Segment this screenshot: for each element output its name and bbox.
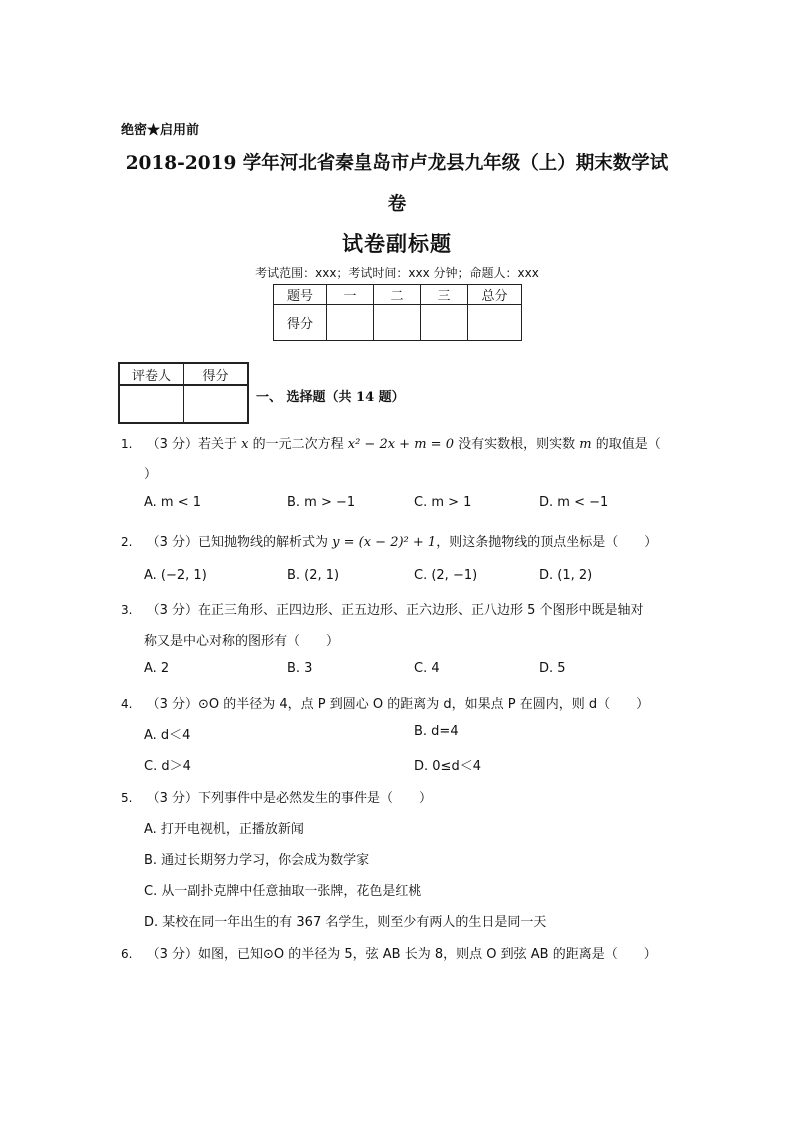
- option-b[interactable]: B. 通过长期努力学习，你会成为数学家: [144, 853, 370, 868]
- option-b[interactable]: B. d=4: [414, 724, 459, 739]
- score-header-cell: 一: [327, 285, 374, 305]
- score-cell[interactable]: [374, 305, 421, 341]
- option-d[interactable]: D. 某校在同一年出生的有 367 名学生，则至少有两人的生日是同一天: [144, 915, 547, 930]
- question-text: 如图，已知⊙O 的半径为 5，弦 AB 长为 8，则点 O 到弦 AB 的距离是（ ）: [198, 947, 657, 962]
- question-points: （3 分）: [146, 603, 198, 618]
- question-1-continuation: ）: [144, 467, 158, 482]
- question-text: 下列事件中是必然发生的事件是（ ）: [198, 791, 433, 806]
- question-3: [121, 599, 644, 618]
- grader-cell[interactable]: [184, 385, 249, 423]
- exam-title-line2: 卷: [387, 194, 407, 215]
- question-4: [121, 693, 649, 712]
- question-number: 1.: [121, 437, 133, 451]
- question-text: ⊙O 的半径为 4，点 P 到圆心 O 的距离为 d，如果点 P 在圆内，则 d（ ）: [198, 697, 650, 712]
- question-points: （3 分）: [146, 535, 198, 550]
- option-a[interactable]: A. 2: [144, 661, 170, 676]
- equation: y = (x − 2)² + 1: [332, 535, 437, 550]
- option-c[interactable]: C. 从一副扑克牌中任意抽取一张牌，花色是红桃: [144, 884, 422, 899]
- option-a[interactable]: A. d＜4: [144, 728, 191, 743]
- grader-header-cell: 得分: [184, 363, 249, 385]
- option-d[interactable]: D. (1, 2): [539, 568, 593, 583]
- option-d[interactable]: D. 0≤d＜4: [414, 759, 481, 774]
- grader-header-cell: 评卷人: [119, 363, 184, 385]
- question-3-continuation: 称又是中心对称的图形有（ ）: [144, 634, 340, 649]
- option-a[interactable]: A. (−2, 1): [144, 568, 207, 583]
- section-title: 一、 选择题（共 14 题）: [256, 390, 405, 405]
- question-points: （3 分）: [146, 791, 198, 806]
- score-cell[interactable]: [327, 305, 374, 341]
- score-header-cell: 二: [374, 285, 421, 305]
- option-d[interactable]: D. 5: [539, 661, 566, 676]
- option-b[interactable]: B. m > −1: [287, 495, 356, 510]
- exam-title-line1: 2018-2019 学年河北省秦皇岛市卢龙县九年级（上）期末数学试: [125, 153, 669, 174]
- grader-table: [118, 362, 249, 424]
- option-b[interactable]: B. (2, 1): [287, 568, 340, 583]
- question-number: 4.: [121, 697, 133, 711]
- question-points: （3 分）: [146, 697, 198, 712]
- question-points: （3 分）: [146, 437, 198, 452]
- option-c[interactable]: C. 4: [414, 661, 440, 676]
- question-number: 6.: [121, 947, 133, 961]
- score-header-cell: 题号: [274, 285, 327, 305]
- score-row-label: 得分: [274, 305, 327, 341]
- question-1: 1. （3 分）若关于 x 的一元二次方程 x² − 2x + m = 0 没有实数根，则实数 m 的取值是（: [121, 437, 661, 452]
- option-c[interactable]: C. m > 1: [414, 495, 472, 510]
- grader-cell[interactable]: [119, 385, 184, 423]
- score-header-cell: 总分: [468, 285, 522, 305]
- score-cell[interactable]: [468, 305, 522, 341]
- score-header-cell: 三: [421, 285, 468, 305]
- option-c[interactable]: C. (2, −1): [414, 568, 478, 583]
- equation: x² − 2x + m = 0: [347, 437, 454, 452]
- option-a[interactable]: A. 打开电视机，正播放新闻: [144, 822, 304, 837]
- question-points: （3 分）: [146, 947, 198, 962]
- option-d[interactable]: D. m < −1: [539, 495, 609, 510]
- option-c[interactable]: C. d＞4: [144, 759, 191, 774]
- option-b[interactable]: B. 3: [287, 661, 313, 676]
- exam-info: 考试范围：xxx；考试时间：xxx 分钟；命题人：xxx: [255, 266, 539, 280]
- score-table: [273, 284, 522, 341]
- score-cell[interactable]: [421, 305, 468, 341]
- question-text: 在正三角形、正四边形、正五边形、正六边形、正八边形 5 个图形中既是轴对: [198, 603, 644, 618]
- option-a[interactable]: A. m < 1: [144, 495, 202, 510]
- question-number: 5.: [121, 791, 133, 805]
- question-2: 2. （3 分）已知抛物线的解析式为 y = (x − 2)² + 1，则这条抛物线的顶点坐标是（ ）: [121, 535, 658, 550]
- exam-subtitle: 试卷副标题: [342, 231, 452, 256]
- question-6: [121, 943, 657, 962]
- question-number: 3.: [121, 603, 133, 617]
- confidential-mark: 绝密★启用前: [121, 123, 200, 138]
- question-5: [121, 787, 432, 806]
- question-number: 2.: [121, 535, 133, 549]
